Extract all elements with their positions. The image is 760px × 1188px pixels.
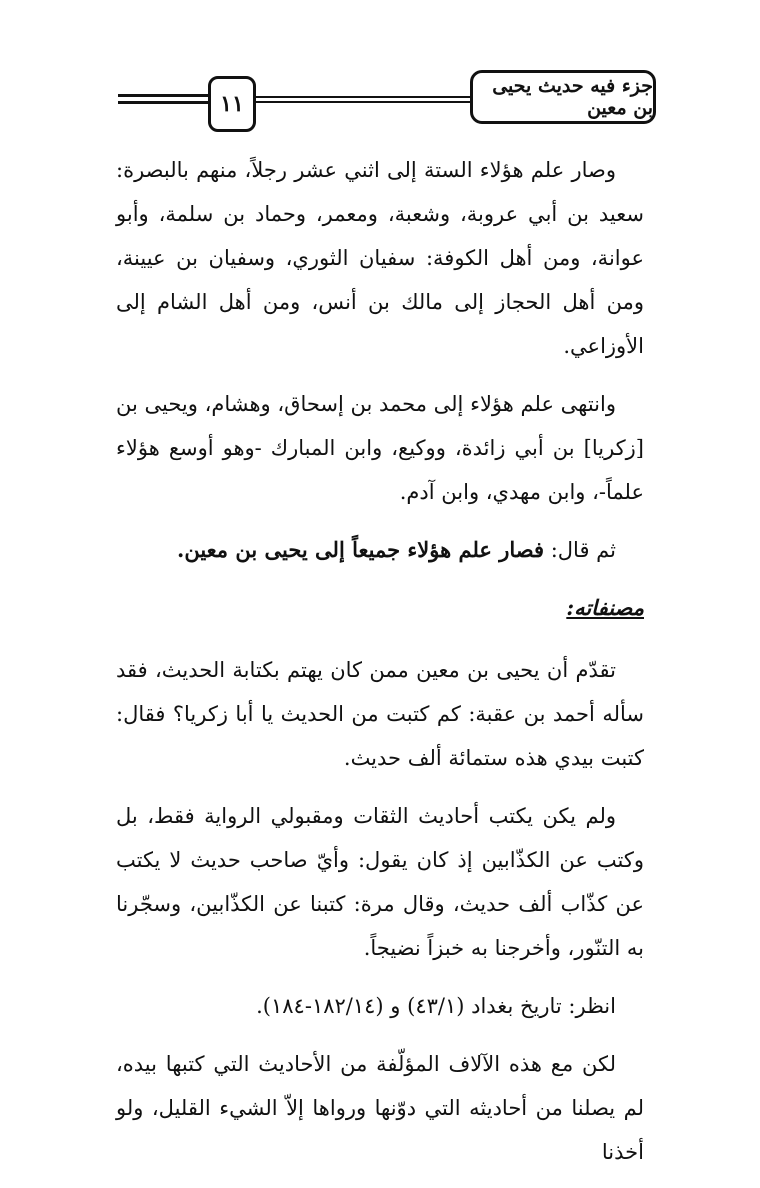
paragraph-3-lead: ثم قال: bbox=[544, 538, 616, 562]
running-title: جزء فيه حديث يحيى بن معين bbox=[470, 70, 656, 124]
paragraph-1: وصار علم هؤلاء الستة إلى اثني عشر رجلاً، منهم بالبصرة: سعيد بن أبي عروبة، وشعبة، ومعمر، وحماد بن سلمة، وأبو عوانة، ومن أهل الكوفة: سفيان الثوري، وسفيان بن عيينة، ومن أهل الحجاز إلى مالك بن أنس، ومن أهل الشام إلى الأوزاعي. bbox=[116, 158, 644, 358]
page-header bbox=[0, 0, 760, 140]
paragraph-3-bold: فصار علم هؤلاء جميعاً إلى يحيى بن معين. bbox=[177, 537, 545, 562]
page-number: ١١ bbox=[208, 76, 256, 132]
paragraph-5: ولم يكن يكتب أحاديث الثقات ومقبولي الرواية فقط، بل وكتب عن الكذّابين إذ كان يقول: وأيّ صاحب حديث لا يكتب عن كذّاب ألف حديث، وقال مرة: كتبنا عن الكذّابين، وسجّرنا به التنّور، وأخرجنا به خبزاً نضيجاً. bbox=[116, 804, 644, 960]
header-rule-bottom-left bbox=[118, 101, 210, 104]
page-body bbox=[116, 148, 644, 1188]
paragraph-2: وانتهى علم هؤلاء إلى محمد بن إسحاق، وهشام، ويحيى بن [زكريا] بن أبي زائدة، ووكيع، وابن المبارك -وهو أوسع هؤلاء علماً-، وابن مهدي، وابن آدم. bbox=[116, 392, 644, 504]
header-rule-top-middle bbox=[252, 96, 472, 98]
section-heading: مصنفاته: bbox=[566, 595, 644, 620]
paragraph-4: تقدّم أن يحيى بن معين ممن كان يهتم بكتابة الحديث، فقد سأله أحمد بن عقبة: كم كتبت من الحديث يا أبا زكريا؟ فقال: كتبت بيدي هذه ستمائة ألف حديث. bbox=[116, 658, 644, 770]
paragraph-7: لكن مع هذه الآلاف المؤلّفة من الأحاديث التي كتبها بيده، لم يصلنا من أحاديثه التي دوّنها ورواها إلاّ الشيء القليل، ولو أخذنا bbox=[116, 1052, 644, 1164]
paragraph-3 bbox=[116, 528, 644, 572]
header-rule-bottom-middle bbox=[252, 101, 472, 103]
paragraph-6: انظر: تاريخ بغداد (٤٣/١) و (١٨٢/١٤-١٨٤). bbox=[256, 994, 616, 1018]
header-rule-top-left bbox=[118, 94, 210, 97]
